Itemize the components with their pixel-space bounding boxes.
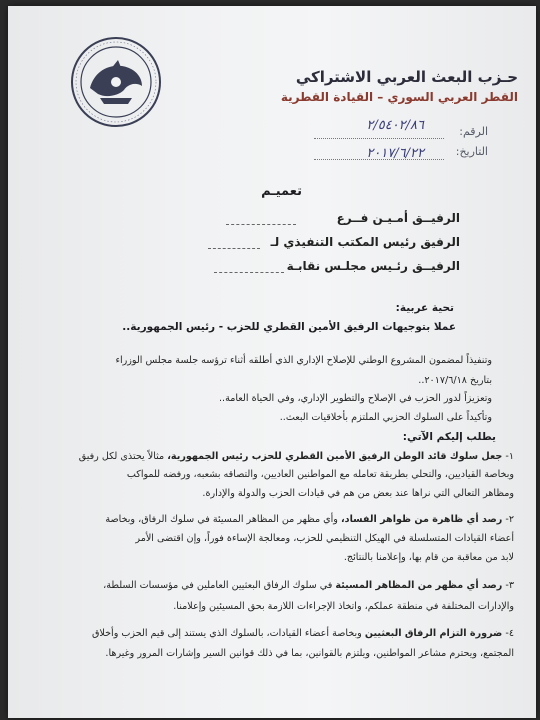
item-2-line-2: أعضاء القيادات المتسلسلة في الهيكل التنظيمي للحزب، ومعالجة الإساءة فوراً، وإن اقتضى الأمر [135, 533, 514, 544]
document-page [8, 6, 536, 718]
number-label: الرقم: [459, 125, 488, 138]
recipient-exec-office: الرفيق رئيس المكتب التنفيذي لـ [270, 235, 460, 249]
party-seal-icon [70, 36, 162, 128]
item-4-line-2: المجتمع، ويحترم مشاعر المواطنين، ويلتزم بالقوانين، بما في ذلك قوانين السير وإشارات المرور وغيرها. [105, 648, 514, 659]
greeting: تحية عربية: [395, 302, 454, 314]
item-1 [24, 450, 514, 465]
item-2-line-1: وأي مظهر من المظاهر المسيئة في سلوك الرفاق، وبخاصة [105, 514, 341, 525]
region-name: القطر العربي السوري – القيادة القطرية [280, 90, 518, 104]
recipient-union-line [214, 272, 284, 273]
paragraph-1-line-1: وتنفيذاً لمضمون المشروع الوطني للإصلاح الإداري الذي أطلقه أثناء ترؤسه جلسة مجلس الوزراء [115, 355, 492, 366]
item-3 [24, 579, 514, 594]
paragraph-3: وتأكيداً على السلوك الحزبي الملتزم بأخلاقيات البعث.. [279, 412, 492, 423]
item-1-title: جعل سلوك قائد الوطن الرفيق الأمين القطري للحزب رئيس الجمهورية، [167, 451, 503, 462]
item-3-line-1: في سلوك الرفاق البعثيين العاملين في مؤسسات السلطة، [103, 580, 336, 591]
number-underline [314, 138, 444, 139]
item-3-title: رصد أي مظهر من المظاهر المسيئة [335, 580, 503, 591]
recipient-union: الرفيــق رئـيس مجلـس نقابـة [286, 259, 460, 273]
recipient-branch-line [226, 224, 296, 225]
item-4 [24, 627, 514, 642]
item-1-number: ١- [505, 451, 514, 462]
intro-line: عملا بتوجيهات الرفيق الأمين القطري للحزب - رئيس الجمهورية.. [122, 321, 456, 333]
item-1-line-2: وبخاصة القياديين، والتحلي بطريقة تعامله مع المواطنين العاديين، والتصاقه بشعبه، ورفضه للمواكب [126, 469, 514, 480]
item-4-number: ٤- [505, 628, 514, 639]
item-2-line-3: لابد من معاقبة من قام بها، وإعلامنا بالنتائج. [343, 552, 514, 563]
item-1-line-3: ومظاهر التعالي التي نراها عند بعض من هم في قيادات الحزب والدولة والإدارة. [202, 488, 514, 499]
circular-title: تعميـم [261, 184, 302, 199]
paragraph-1-line-2: بتاريخ ٢٠١٧/٦/١٨.. [418, 375, 492, 386]
number-value: ٢/٥٤٠٢/٨٦ [366, 118, 424, 133]
item-2-title: رصد أي ظاهرة من ظواهر الفساد، [341, 514, 503, 525]
item-2 [24, 513, 514, 528]
item-4-title: ضرورة التزام الرفاق البعثيين [364, 628, 503, 639]
item-4-line-1: وبخاصة أعضاء القيادات، بالسلوك الذي يستند إلى قيم الحزب وأخلاق [91, 628, 365, 639]
party-name: حـزب البعث العربي الاشتراكي [295, 68, 518, 86]
item-3-line-2: والإدارات المختلفة في منطقة عملكم، واتخاذ الإجراءات اللازمة بحق المسيئين وإعلامنا. [173, 601, 514, 612]
item-1-line-1: مثالاً يحتذى لكل رفيق [78, 451, 168, 462]
paragraph-2: وتعزيزاً لدور الحزب في الإصلاح والتطوير الإداري، وفي الحياة العامة.. [219, 393, 492, 404]
recipient-exec-office-line [208, 248, 260, 249]
recipient-branch: الرفيــق أمـيـن فــرع [336, 211, 460, 225]
request-heading: يطلب إليكم الآتي: [402, 431, 496, 443]
item-2-number: ٢- [505, 514, 514, 525]
date-label: التاريخ: [455, 145, 488, 158]
date-value: ٢٠١٧/٦/٢٢ [366, 146, 424, 161]
item-3-number: ٣- [505, 580, 514, 591]
